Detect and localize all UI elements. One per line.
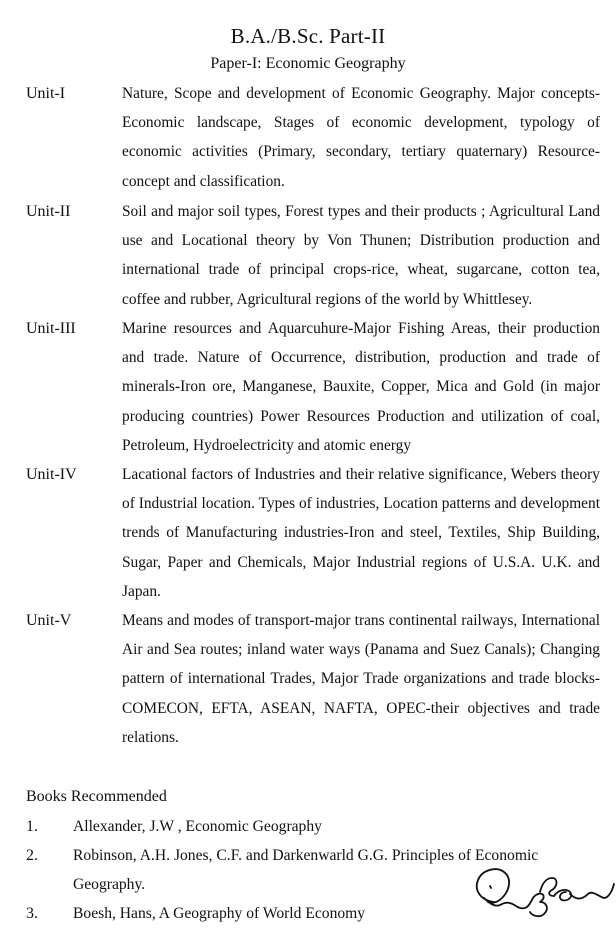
books-recommended-heading: Books Recommended xyxy=(26,788,167,805)
unit-description: Means and modes of transport-major trans continental railways, International Air and Sea routes; inland water ways (Panama and Suez Canals); Changing pattern of international Trades, Major Trade organizations and trade blocks-COMECON, EFTA, ASEAN, NAFTA, OPEC-their objectives and trade relations. xyxy=(122,612,600,746)
unit-label: Unit-III xyxy=(26,320,76,337)
book-number: 2. xyxy=(26,847,38,864)
page-title: B.A./B.Sc. Part-II xyxy=(230,24,386,48)
unit-label: Unit-II xyxy=(26,203,71,220)
book-citation: Allexander, J.W , Economic Geography xyxy=(73,818,322,835)
signature-icon xyxy=(466,862,616,926)
book-citation: Boesh, Hans, A Geography of World Economy xyxy=(73,905,366,922)
unit-label: Unit-I xyxy=(26,85,66,102)
unit-description: Lacational factors of Industries and their relative significance, Webers theory of Industrial location. Types of industries, Location patterns and development trends of Manufacturing industries-Iron and steel, Textiles, Ship Building, Sugar, Paper and Chemicals, Major Industrial regions of U.S.A. U.K. and Japan. xyxy=(122,466,600,600)
book-number: 1. xyxy=(26,818,38,835)
book-citation: Robinson, A.H. Jones, C.F. and Darkenwarld G.G. Principles of Economic Geography. xyxy=(73,847,539,893)
unit-label: Unit-V xyxy=(26,612,72,629)
book-number: 3. xyxy=(26,905,38,922)
unit-description: Nature, Scope and development of Economic Geography. Major concepts-Economic landscape, Stages of economic development, typology of economic activities (Primary, secondary, tertiary quaternary) Resource-concept and classification. xyxy=(122,85,600,190)
unit-label: Unit-IV xyxy=(26,466,77,483)
paper-subtitle: Paper-I: Economic Geography xyxy=(210,55,406,72)
unit-description: Marine resources and Aquarcuhure-Major Fishing Areas, their production and trade. Nature of Occurrence, distribution, production and trade of minerals-Iron ore, Manganese, Bauxite, Copper, Mica and Gold (in major producing countries) Power Resources Production and utilization of coal, Petroleum, Hydroelectricity and atomic energy xyxy=(122,320,600,454)
unit-description: Soil and major soil types, Forest types and their products ; Agricultural Land use and Locational theory by Von Thunen; Distribution production and international trade of principal crops-rice, wheat, sugarcane, cotton tea, coffee and rubber, Agricultural regions of the world by Whittlesey. xyxy=(122,203,600,308)
